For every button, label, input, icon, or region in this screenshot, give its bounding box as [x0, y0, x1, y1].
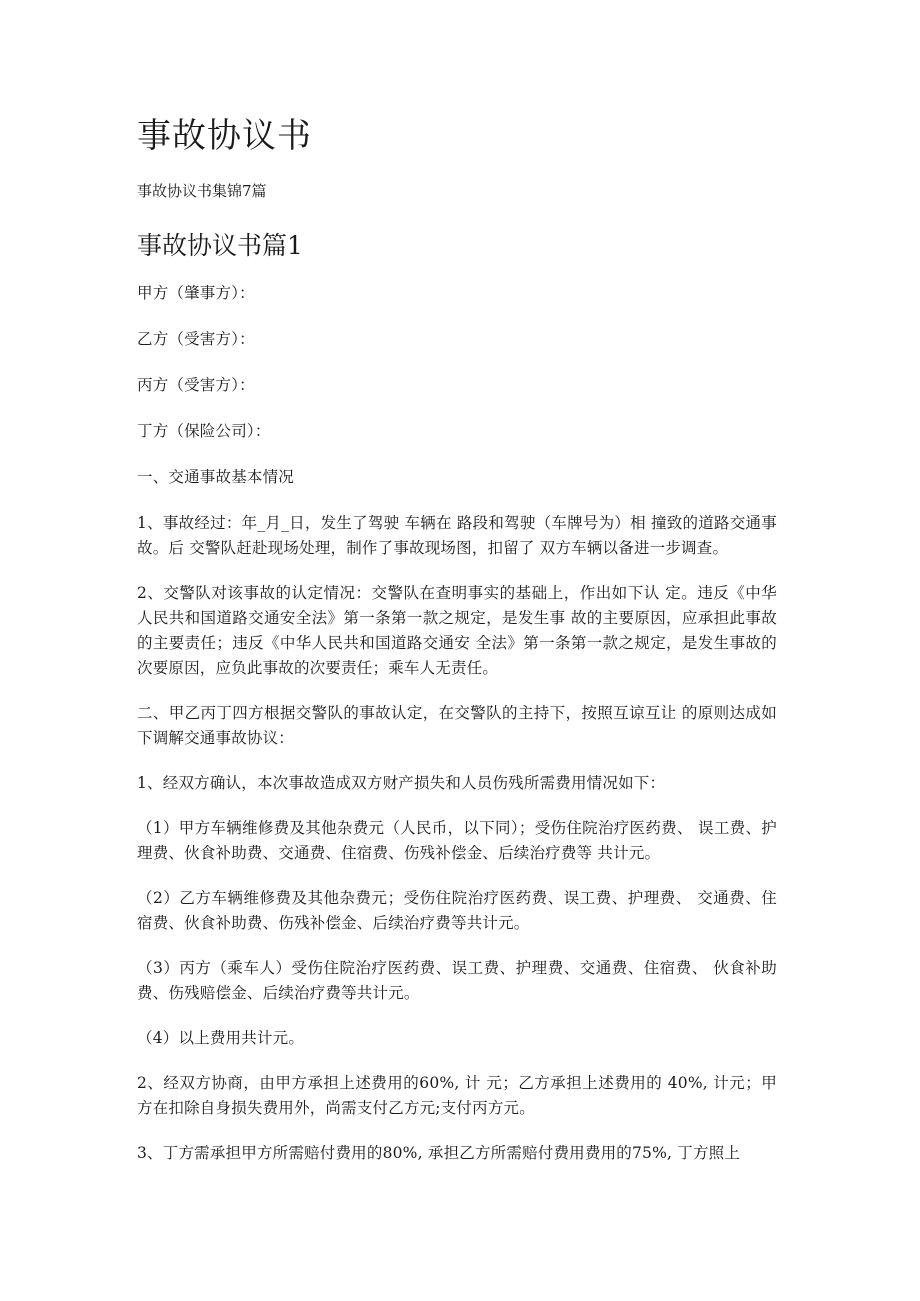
heading-basic-situation: 一、交通事故基本情况 — [137, 468, 295, 486]
party-d-line: 丁方（保险公司）： — [137, 422, 271, 440]
section-title: 事故协议书篇1 — [137, 231, 303, 260]
party-a-line: 甲方（肇事方）： — [137, 284, 255, 302]
document-subtitle: 事故协议书集锦7篇 — [137, 182, 267, 200]
document-title: 事故协议书 — [137, 116, 312, 156]
heading-agreement: 二、甲乙丙丁四方根据交警队的事故认定，在交警队的主持下，按照互谅互让 的原则达成如下调解交通事故协议： — [137, 704, 777, 747]
document-page — [137, 112, 777, 1166]
list-item-cost-2: （2）乙方车辆维修费及其他杂费元；受伤住院治疗医药费、误工费、护理费、 交通费、住宿费、伙食补助费、伤残补偿金、后续治疗费等共计元。 — [137, 889, 777, 932]
list-item-cost-1: （1）甲方车辆维修费及其他杂费元（人民币，以下同）；受伤住院治疗医药费、 误工费、护理费、伙食补助费、交通费、住宿费、伤残补偿金、后续治疗费等 共计元。 — [137, 819, 777, 862]
paragraph-police-determination: 2、交警队对该事故的认定情况：交警队在查明事实的基础上，作出如下认 定。违反《中华人民共和国道路交通安全法》第一条第一款之规定，是发生事 故的主要原因，应承担此事故的主要责任；违反《中华人民共和国道路交通安 全法》第一条第一款之规定，是发生事故的次要原因，应负此事故的次要责任；乘车人无责任。 — [137, 584, 777, 677]
party-b-line: 乙方（受害方）： — [137, 330, 255, 348]
list-item-cost-3: （3）丙方（乘车人）受伤住院治疗医药费、误工费、护理费、交通费、住宿费、 伙食补助费、伤残赔偿金、后续治疗费等共计元。 — [137, 959, 777, 1002]
list-item-cost-4: （4）以上费用共计元。 — [137, 1029, 305, 1047]
paragraph-cost-split: 2、经双方协商，由甲方承担上述费用的60%, 计 元；乙方承担上述费用的 40%, 计元；甲方在扣除自身损失费用外，尚需支付乙方元;支付丙方元。 — [137, 1074, 777, 1117]
paragraph-accident-course: 1、事故经过：年_月_日，发生了驾驶 车辆在 路段和驾驶（车牌号为）相 撞致的道路交通事故。后 交警队赶赴现场处理，制作了事故现场图，扣留了 双方车辆以备进一步调查。 — [137, 514, 777, 557]
party-c-line: 丙方（受害方）： — [137, 376, 255, 394]
paragraph-cost-confirmation: 1、经双方确认，本次事故造成双方财产损失和人员伤残所需费用情况如下： — [137, 774, 666, 792]
paragraph-insurer-share: 3、丁方需承担甲方所需赔付费用的80%, 承担乙方所需赔付费用费用的75%, 丁方照上 — [137, 1144, 741, 1162]
